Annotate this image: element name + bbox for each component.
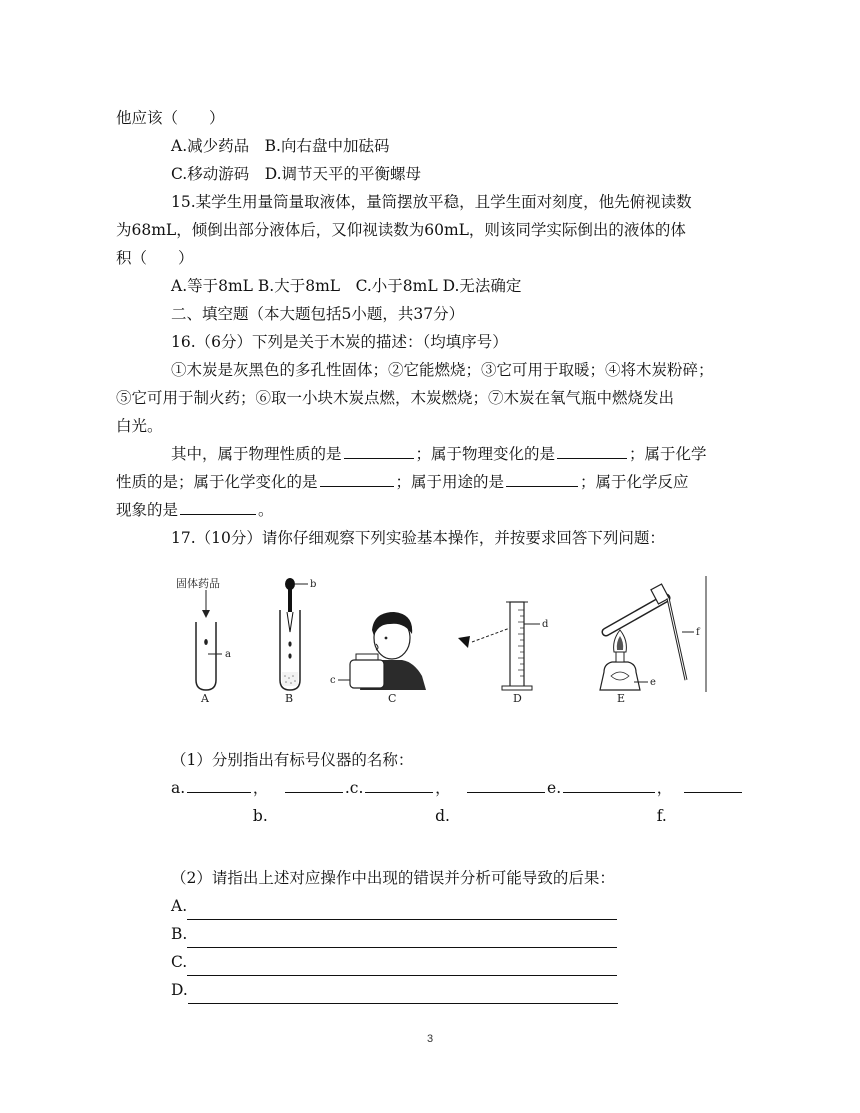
name-label-f: ，f. bbox=[656, 779, 673, 825]
q16-fill-d: 性质的是；属于化学变化的是 bbox=[116, 473, 318, 491]
physical-change-blank[interactable] bbox=[557, 440, 627, 459]
q16-fill-c: ；属于化学 bbox=[629, 445, 707, 463]
panel-c-smelling bbox=[330, 612, 426, 705]
name-label-c: .c. bbox=[344, 779, 364, 797]
answer-row-a bbox=[116, 892, 744, 920]
q16-fill-end: 。 bbox=[258, 501, 274, 519]
name-blank-a[interactable] bbox=[187, 774, 251, 793]
q16-fill-line-2 bbox=[116, 468, 744, 496]
name-blank-d[interactable] bbox=[467, 774, 545, 793]
physical-property-blank[interactable] bbox=[344, 440, 414, 459]
q16-fill-e: ；属于用途的是 bbox=[395, 473, 505, 491]
q15-line-2: 为68mL，倾倒出部分液体后，又仰视读数为60mL，则该同学实际倒出的液体的体 bbox=[116, 221, 686, 239]
name-label-d: ，d. bbox=[435, 779, 451, 825]
caption-d: D bbox=[513, 692, 522, 705]
q16-desc-3: 白光。 bbox=[116, 417, 163, 435]
q16-desc-1: ①木炭是灰黑色的多孔性固体；②它能燃烧；③它可用于取暖；④将木炭粉碎； bbox=[171, 361, 714, 379]
answer-row-b bbox=[116, 920, 744, 948]
answer-row-d bbox=[116, 976, 744, 1004]
answer-label-d: D. bbox=[171, 981, 188, 999]
name-blank-b[interactable] bbox=[285, 774, 343, 793]
q15-line-1: 15.某学生用量筒量取液体，量筒摆放平稳，且学生面对刻度，他先俯视读数 bbox=[171, 193, 692, 211]
spacer bbox=[116, 830, 744, 864]
name-label-a: a. bbox=[171, 779, 186, 797]
label-a: a bbox=[225, 649, 231, 660]
reaction-phenomenon-blank[interactable] bbox=[180, 496, 256, 515]
q16-fill-a: 其中，属于物理性质的是 bbox=[171, 445, 342, 463]
q16-fill-f: ；属于化学反应 bbox=[580, 473, 689, 491]
answer-row-c bbox=[116, 948, 744, 976]
q15-line-3: 积（ ） bbox=[116, 249, 194, 267]
name-blank-f[interactable] bbox=[684, 774, 742, 793]
name-blank-e[interactable] bbox=[563, 774, 655, 793]
instrument-names-row bbox=[116, 774, 744, 830]
q14-tail: 他应该（ ） bbox=[116, 109, 225, 127]
caption-e: E bbox=[617, 692, 626, 705]
q17-part-1: （1）分别指出有标号仪器的名称： bbox=[171, 751, 414, 769]
q15-options: A.等于8mL B.大于8mL C.小于8mL D.无法确定 bbox=[171, 277, 522, 295]
answer-line-b[interactable] bbox=[187, 929, 617, 948]
label-f: f bbox=[696, 627, 700, 638]
name-label-b: ，b. bbox=[252, 779, 269, 825]
solid-drug-label: 固体药品 bbox=[176, 577, 220, 590]
label-e: e bbox=[650, 677, 656, 688]
answer-line-d[interactable] bbox=[188, 985, 618, 1004]
page-content bbox=[116, 104, 744, 1004]
chemical-change-blank[interactable] bbox=[320, 468, 394, 487]
q16-stem: 16.（6分）下列是关于木炭的描述：（均填序号） bbox=[171, 333, 508, 351]
label-c: c bbox=[330, 675, 336, 686]
panel-d-cylinder-reading bbox=[458, 602, 549, 705]
name-blank-c[interactable] bbox=[365, 774, 433, 793]
caption-c: C bbox=[388, 692, 397, 705]
section-2-heading: 二、填空题（本大题包括5小题，共37分） bbox=[171, 305, 465, 323]
q16-fill-g: 现象的是 bbox=[116, 501, 179, 519]
q14-options-1: A.减少药品 B.向右盘中加砝码 bbox=[171, 137, 390, 155]
label-b: b bbox=[310, 579, 317, 590]
answer-line-a[interactable] bbox=[187, 901, 617, 920]
lab-operations-svg bbox=[164, 572, 714, 706]
panel-a-test-tube bbox=[176, 576, 231, 705]
q16-fill-b: ；属于物理变化的是 bbox=[415, 445, 556, 463]
panel-e-heating bbox=[600, 576, 706, 705]
answer-line-c[interactable] bbox=[187, 957, 617, 976]
q17-part-2: （2）请指出上述对应操作中出现的错误并分析可能导致的后果： bbox=[171, 869, 615, 887]
q17-stem: 17.（10分）请你仔细观察下列实验基本操作，并按要求回答下列问题： bbox=[171, 529, 665, 547]
name-label-e: e. bbox=[547, 779, 562, 797]
page-number: 3 bbox=[426, 1033, 434, 1045]
q16-fill-line-3 bbox=[116, 496, 744, 524]
q16-desc-2: ⑤它可用于制火药；⑥取一小块木炭点燃，木炭燃烧；⑦木炭在氧气瓶中燃烧发出 bbox=[116, 389, 675, 407]
answer-label-a: A. bbox=[171, 897, 188, 915]
caption-a: A bbox=[201, 692, 209, 705]
caption-b: B bbox=[285, 692, 294, 705]
q16-fill-paragraph bbox=[116, 440, 744, 468]
usage-blank[interactable] bbox=[506, 468, 578, 487]
lab-operations-figure bbox=[164, 572, 744, 706]
label-d: d bbox=[542, 619, 549, 630]
answer-label-c: C. bbox=[171, 953, 188, 971]
panel-b-dropper bbox=[280, 578, 316, 705]
q14-options-2: C.移动游码 D.调节天平的平衡螺母 bbox=[171, 165, 422, 183]
answer-label-b: B. bbox=[171, 925, 188, 943]
